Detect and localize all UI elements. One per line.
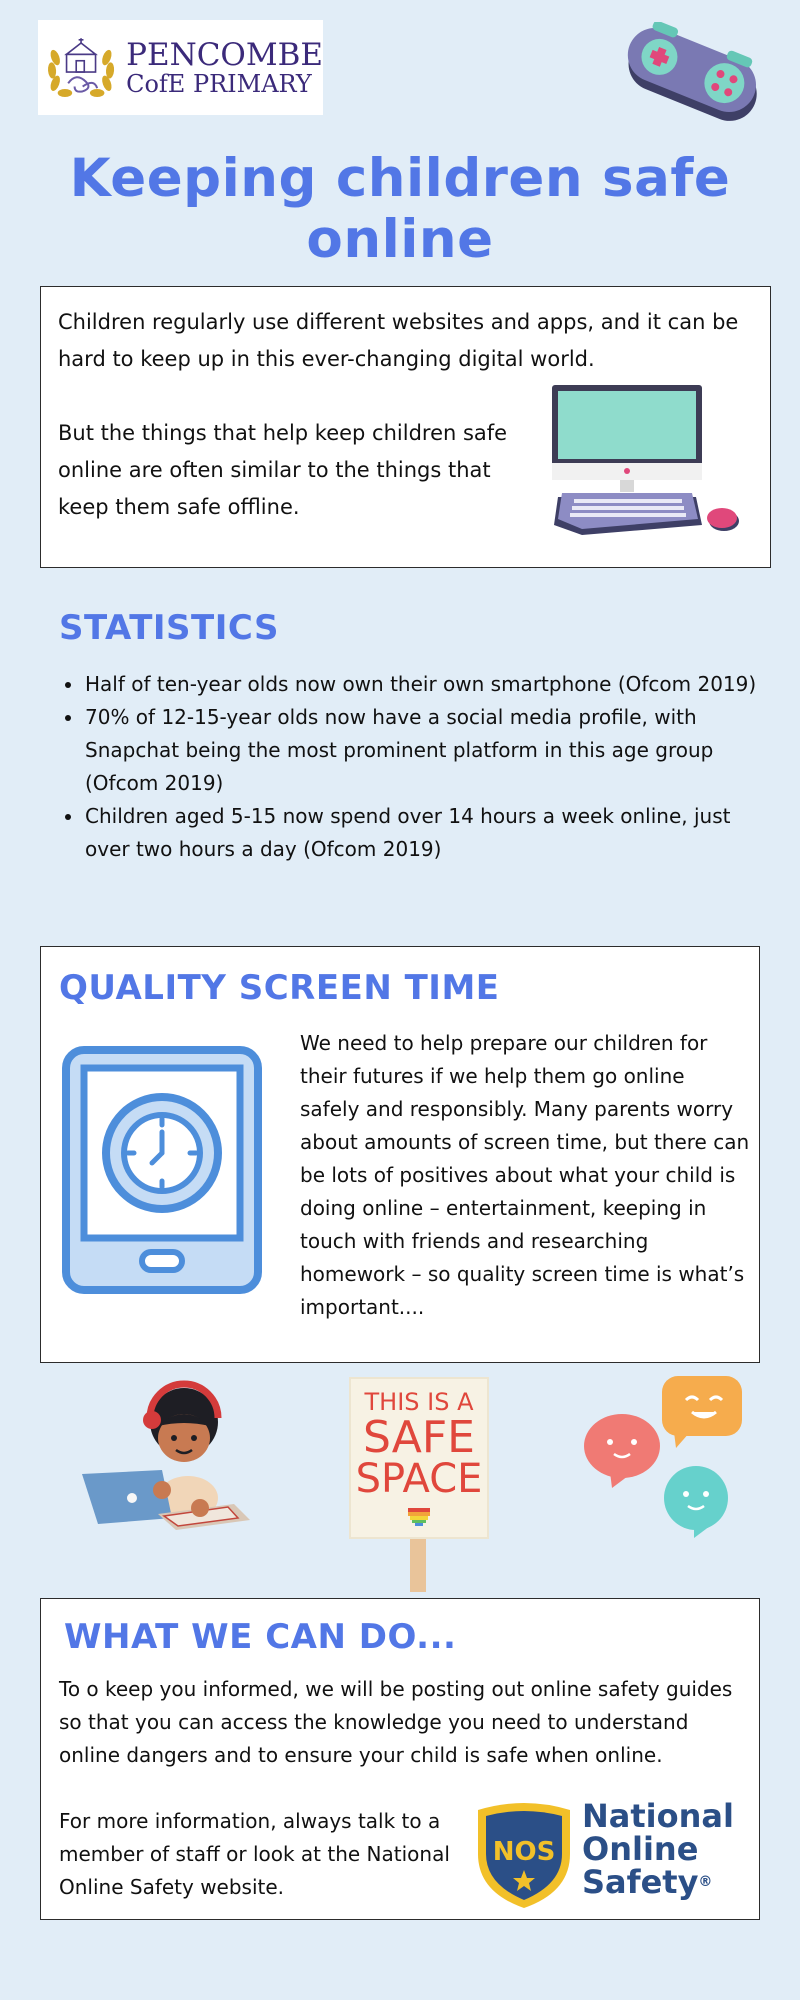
nos-wordmark-line-1: National	[582, 1797, 734, 1835]
sign-line-3: SPACE	[355, 1456, 483, 1502]
what-we-can-do-paragraph-2: For more information, always talk to a member of staff or look at the National Online Safety website.	[59, 1809, 450, 1899]
what-we-can-do-heading: WHAT WE CAN DO...	[64, 1617, 457, 1657]
quality-screen-time-text: We need to help prepare our children for their futures if we help them go online safely and responsibly. Many parents worry about amounts of screen time, but there can be lots of positives about what your child is doing online – entertainment, keeping in touch with friends and researching homework – so quality screen time is what’s important....	[300, 1031, 750, 1319]
school-name-line1: PENCOMBE	[126, 36, 323, 73]
statistics-list	[60, 668, 760, 866]
desktop-computer-icon	[552, 385, 747, 545]
quality-screen-time-heading: QUALITY SCREEN TIME	[59, 968, 500, 1008]
tablet-clock-icon	[62, 1046, 262, 1294]
safe-space-sign-illustration	[348, 1376, 490, 1592]
statistics-heading: STATISTICS	[59, 608, 279, 648]
what-we-can-do-paragraph-1: To o keep you informed, we will be posting out online safety guides so that you can access the knowledge you need to understand online dangers and to ensure your child is safe when online.	[59, 1677, 733, 1767]
page-title: Keeping children safe online	[69, 148, 731, 270]
nos-wordmark-line-3: Safety	[582, 1863, 699, 1901]
statistic-item: Children aged 5-15 now spend over 14 hours a week online, just over two hours a day (Ofcom 2019)	[60, 800, 760, 866]
intro-paragraph-2: But the things that help keep children safe online are often similar to the things that keep them safe offline.	[58, 421, 508, 519]
statistic-item: 70% of 12-15-year olds now have a social media profile, with Snapchat being the most prominent platform in this age group (Ofcom 2019)	[60, 701, 760, 800]
sign-line-1: THIS IS A	[364, 1388, 474, 1416]
game-controller-icon	[618, 22, 768, 134]
sign-line-2: SAFE	[363, 1412, 475, 1463]
statistic-item: Half of ten-year olds now own their own smartphone (Ofcom 2019)	[60, 668, 760, 701]
chat-bubbles-icon	[582, 1376, 744, 1538]
intro-paragraph-1: Children regularly use different websites and apps, and it can be hard to keep up in this ever-changing digital world.	[58, 310, 739, 371]
school-name-line2: CofE PRIMARY	[126, 69, 312, 98]
nos-wordmark-line-2: Online	[582, 1830, 699, 1868]
school-logo	[38, 20, 323, 115]
child-with-laptop-illustration	[78, 1378, 258, 1538]
registered-mark: ®	[698, 1874, 713, 1890]
nos-badge-text: NOS	[492, 1837, 556, 1867]
nos-wordmark	[582, 1797, 734, 1901]
school-crest-icon	[44, 25, 118, 111]
